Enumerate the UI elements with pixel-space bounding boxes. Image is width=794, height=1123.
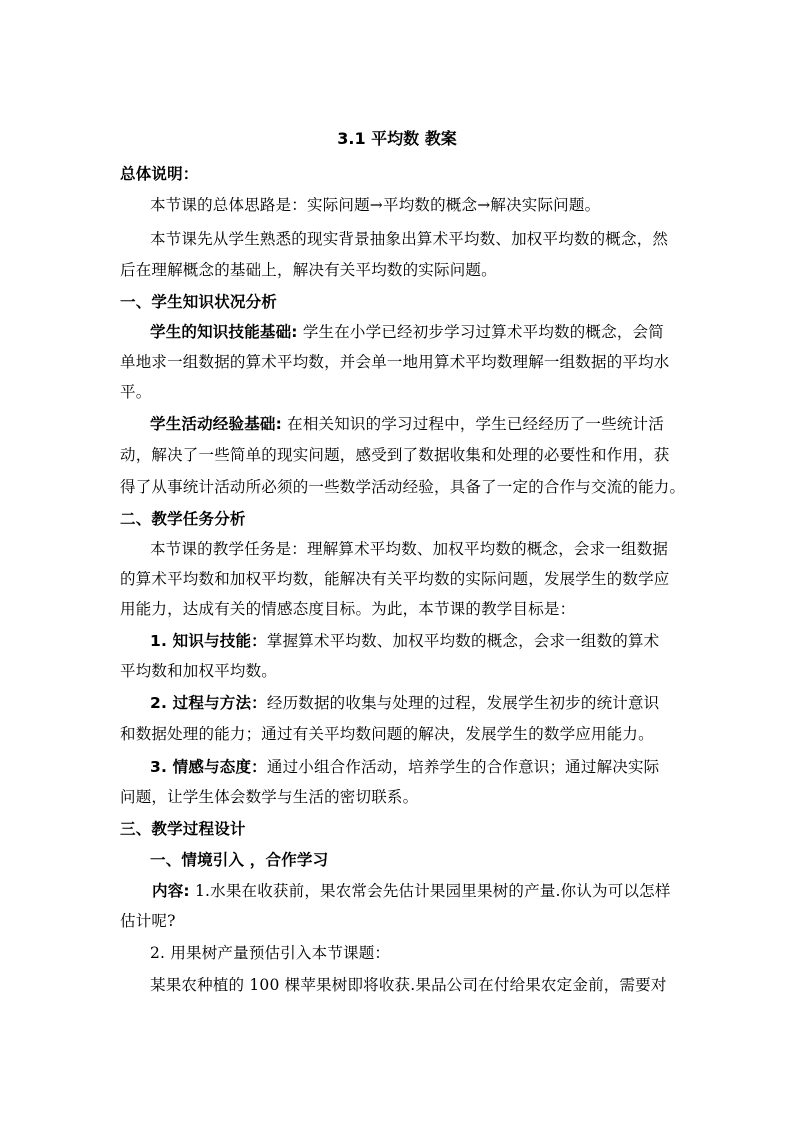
experience-text: 在相关知识的学习过程中，学生已经经历了一些统计活 [282,415,664,433]
overview-paragraph-1: 本节课的总体思路是：实际问题→平均数的概念→解决实际问题。 [150,196,601,214]
overview-paragraph-2-line-1: 本节课先从学生熟悉的现实背景抽象出算术平均数、加权平均数的概念，然 [150,230,669,248]
overview-paragraph-2-line-2: 后在理解概念的基础上，解决有关平均数的实际问题。 [120,261,497,279]
task-intro-line-3: 用能力，达成有关的情感态度目标。为此，本节课的教学目标是： [120,600,576,618]
section-2-heading: 二、教学任务分析 [120,510,246,528]
section-3-subheading: 一、情境引入 ，合作学习 [150,851,329,869]
experience-label: 学生活动经验基础: [150,415,282,433]
goal-3-text: 通过小组合作活动，培养学生的合作意识；通过解决实际 [266,758,660,776]
goal-2-line-2: 和数据处理的能力；通过有关平均数问题的解决，发展学生的数学应用能力。 [120,725,654,743]
knowledge-line-1 [150,321,680,343]
experience-line-1 [150,413,680,435]
goal-1-line-1 [150,630,680,652]
knowledge-label: 学生的知识技能基础: [150,323,298,341]
goal-2-line-1 [150,692,680,714]
goal-2-label: 2. 过程与方法： [150,694,267,712]
goal-3-label: 3. 情感与态度： [150,758,267,776]
document-title: 3.1 平均数 教案 [337,129,457,148]
section-1-heading: 一、学生知识状况分析 [120,293,278,311]
task-intro-line-2: 的算术平均数和加权平均数，能解决有关平均数的实际问题，发展学生的数学应 [120,570,670,588]
goal-2-text: 经历数据的收集与处理的过程，发展学生初步的统计意识 [266,694,660,712]
goal-3-line-2: 问题，让学生体会数学与生活的密切联系。 [120,788,419,806]
goal-1-line-2: 平均数和加权平均数。 [120,662,278,680]
experience-line-3: 得了从事统计活动所必须的一些数学活动经验，具备了一定的合作与交流的能力。 [120,478,686,496]
content-line-1 [152,880,680,902]
overview-heading: 总体说明： [120,165,199,183]
task-intro-line-1: 本节课的教学任务是：理解算术平均数、加权平均数的概念，会求一组数据 [150,540,669,558]
section-3-heading: 三、教学过程设计 [120,820,246,838]
content-text: 1.水果在收获前，果农常会先估计果园里果树的产量.你认为可以怎样 [189,882,671,900]
content-item-2: 2. 用果树产量预估引入本节课题： [150,944,391,962]
goal-1-label: 1. 知识与技能： [150,632,267,650]
experience-line-2: 动，解决了一些简单的现实问题，感受到了数据收集和处理的必要性和作用，获 [120,446,670,464]
orchard-paragraph-line-1: 某果农种植的 100 棵苹果树即将收获.果品公司在付给果农定金前，需要对 [150,976,667,994]
goal-1-text: 掌握算术平均数、加权平均数的概念，会求一组数的算术 [266,632,660,650]
knowledge-text: 学生在小学已经初步学习过算术平均数的概念，会简 [297,323,664,341]
goal-3-line-1 [150,756,680,778]
knowledge-line-3: 平。 [120,383,152,401]
knowledge-line-2: 单地求一组数据的算术平均数，并会单一地用算术平均数理解一组数据的平均水 [120,353,670,371]
content-line-2: 估计呢? [120,912,176,930]
content-label: 内容: [152,882,190,900]
